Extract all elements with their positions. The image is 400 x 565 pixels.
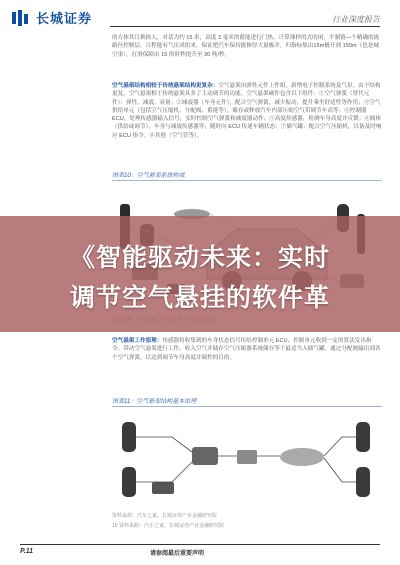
brand-name: 长城证券 bbox=[36, 11, 93, 26]
figure-2-diagram bbox=[112, 412, 382, 510]
paragraph-intro-text: 的方体其日换换人，对话为约 15 米，高度 3 毫米的蓄能进行门热，计算簿样的式的闭，平制链—个精确的流路径控制层，日程能有气压成组来，保证把汽车保持能修厚大量极并，归指标集由15m极开到 150m（也是城空事），打滑保障由 15 的时秒提升至 30 吨/秒。 bbox=[112, 35, 380, 58]
figure-1-rule bbox=[112, 180, 382, 181]
overlay-title-line-1: 《智能驱动未来：实时 bbox=[69, 244, 330, 272]
footnote: 10 资料来源：汽车之家，长城证券产业金融研究院 bbox=[112, 523, 224, 529]
figure-1-title: 图表10：空气悬架系统构成 bbox=[112, 173, 185, 179]
front-left-spring-shape bbox=[122, 422, 136, 452]
page-header bbox=[0, 0, 400, 34]
figure-2-rule bbox=[112, 406, 382, 407]
paragraph-intro bbox=[112, 34, 382, 59]
page-number: P.11 bbox=[20, 548, 33, 555]
paragraph-structure bbox=[112, 82, 382, 140]
control-ecu-shape bbox=[152, 482, 174, 494]
front-right-spring-shape bbox=[356, 422, 370, 452]
paragraph-principle-text: 传感器将收集到的车身状态信号传给控制单元 ECU，控制单元收到一定的算法发出指令，带动空气悬架进行工作。收入空气并储存空气压缩器系统储存等于最适当入储气罐，通过分配阀输出到各个空气弹簧，以达到调节车身高度并调控的目的。 bbox=[112, 338, 381, 361]
paragraph-structure-text: 空气悬架由弹性元件上件组，新增电子控制系统及气泵。由于结构更复，空气悬架相于传统悬架具多了主动调节的功能。空气悬架硬件包含以下组件：①空气弹簧（替代元件）：弹性、减震、衰量；②减震器（车身元件），配合空气弹簧，减少振动，提升乘坐舒适性等作用；③空气供给单元（包括空气压缩机、分配阀、蓄能等），储存或释放汽车内部压缩空气带调节车高等；④控制器ECU，处理传感器输入信号，实时控制空气弹簧和减震器动作；⑤高度传感器，检测车身高度并反馈；⑥阀体（供给或调节），车身与减震传感器等；随时向 ECU 传递车辆状态；⑦储气罐：配合空气压缩机，以备及时响应 ECU 指令；⑧其他（空气管等）。 bbox=[112, 83, 382, 139]
reservoir-tank-shape bbox=[280, 448, 324, 466]
brand-logo bbox=[12, 8, 92, 27]
rear-right-spring-shape bbox=[356, 467, 370, 497]
header-divider bbox=[110, 26, 380, 27]
figure-2-source: 资料来源：汽车之家，长城证券产业金融研究院 bbox=[112, 513, 218, 519]
title-overlay-banner bbox=[0, 216, 400, 332]
distribution-valve-shape bbox=[237, 450, 257, 464]
footer-divider bbox=[20, 544, 380, 545]
report-type-label: 行业深度报告 bbox=[332, 15, 380, 24]
figure-2-title: 图表11：空气悬架结构基本原理 bbox=[112, 399, 197, 405]
paragraph-principle-lead: 空气悬架工作原理： bbox=[112, 338, 163, 344]
paragraph-principle bbox=[112, 337, 382, 362]
overlay-title-line-2: 调节空气悬挂的软件革 bbox=[69, 284, 330, 312]
rear-left-spring-shape bbox=[122, 467, 136, 497]
brand-mark-icon bbox=[12, 10, 32, 26]
principle-schematic bbox=[112, 412, 382, 510]
disclaimer-text: 请参阅最后重要声明 bbox=[150, 551, 205, 557]
compressor-unit-shape bbox=[192, 447, 218, 465]
paragraph-structure-lead: 空气悬架结构相较于传统悬架结构更复杂： bbox=[112, 83, 219, 89]
